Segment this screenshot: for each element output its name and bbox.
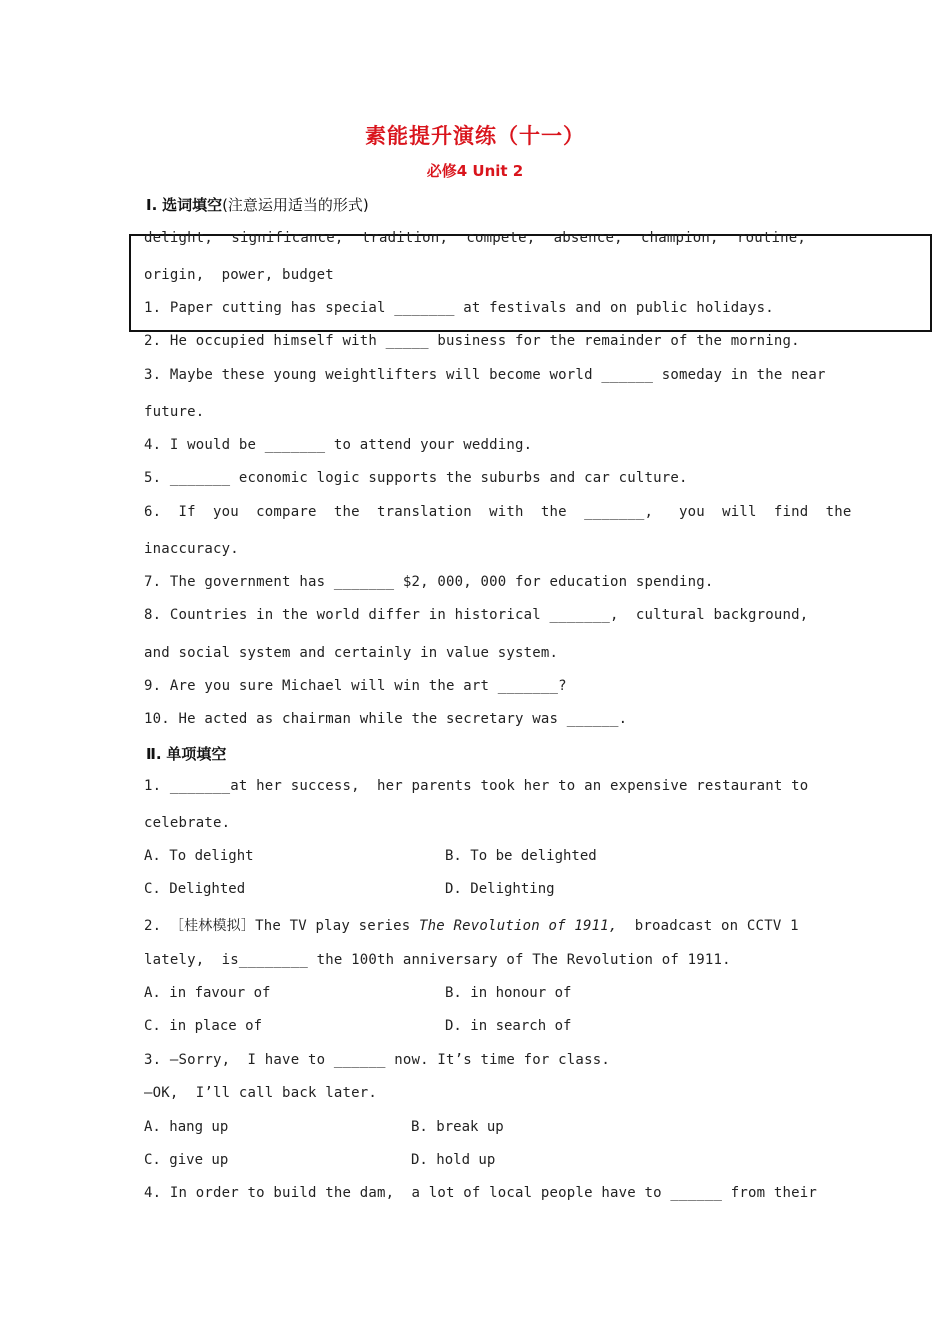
exercise-line: 5. _______ economic logic supports the suburbs and car culture. bbox=[144, 470, 688, 486]
word-bank-line2: origin, power, budget bbox=[144, 267, 334, 283]
exercise-line: 2. He occupied himself with _____ business for the remainder of the morning. bbox=[144, 333, 800, 349]
question-line: lately, is________ the 100th anniversary of The Revolution of 1911. bbox=[144, 952, 731, 968]
exercise-line: 1. Paper cutting has special _______ at festivals and on public holidays. bbox=[144, 300, 774, 316]
option: A. in favour of bbox=[144, 985, 271, 1001]
section1-numeral: Ⅰ. bbox=[146, 196, 158, 214]
question-line: 3. —Sorry, I have to ______ now. It’s time for class. bbox=[144, 1052, 610, 1068]
exercise-line: 3. Maybe these young weightlifters will become world ______ someday in the near bbox=[144, 367, 826, 383]
page-title: 素能提升演练（十一） bbox=[365, 124, 585, 148]
option: B. break up bbox=[411, 1119, 504, 1135]
word-bank-line1 bbox=[144, 230, 806, 246]
exercise-line: 4. I would be _______ to attend your wedding. bbox=[144, 437, 533, 453]
section2-heading-text: 单项填空 bbox=[166, 745, 227, 763]
word-bank-word: absence, bbox=[553, 230, 623, 246]
exercise-line: and social system and certainly in value system. bbox=[144, 645, 559, 661]
word-bank-word: tradition, bbox=[361, 230, 449, 246]
question-line: 4. In order to build the dam, a lot of local people have to ______ from their bbox=[144, 1185, 818, 1201]
section1-heading bbox=[146, 194, 369, 215]
option: C. give up bbox=[144, 1152, 229, 1168]
question-line: 1. _______at her success, her parents took her to an expensive restaurant to bbox=[144, 778, 809, 794]
option: B. To be delighted bbox=[445, 848, 597, 864]
option: C. in place of bbox=[144, 1018, 263, 1034]
exercise-line: 7. The government has _______ $2, 000, 000 for education spending. bbox=[144, 574, 714, 590]
exercise-line: future. bbox=[144, 404, 205, 420]
option: B. in honour of bbox=[445, 985, 572, 1001]
option: C. Delighted bbox=[144, 881, 246, 897]
exercise-line: 9. Are you sure Michael will win the art _______? bbox=[144, 678, 567, 694]
section2-heading bbox=[146, 743, 226, 764]
exercise-line: 6. If you compare the translation with the _______, you will find the bbox=[144, 504, 852, 520]
section2-numeral: Ⅱ. bbox=[146, 745, 162, 763]
word-bank-word: champion, bbox=[640, 230, 719, 246]
option: A. hang up bbox=[144, 1119, 229, 1135]
section1-note: (注意运用适当的形式) bbox=[222, 196, 369, 214]
word-bank-word: significance, bbox=[231, 230, 344, 246]
exercise-line: inaccuracy. bbox=[144, 541, 239, 557]
page-subtitle: 必修4 Unit 2 bbox=[426, 162, 524, 180]
word-bank-word: delight, bbox=[144, 230, 214, 246]
option: D. Delighting bbox=[445, 881, 555, 897]
question-text: broadcast on CCTV 1 bbox=[617, 918, 799, 934]
word-bank-word: routine, bbox=[736, 230, 806, 246]
option: D. hold up bbox=[411, 1152, 496, 1168]
word-bank-word: compete, bbox=[466, 230, 536, 246]
exercise-line: 8. Countries in the world differ in historical _______, cultural background, bbox=[144, 607, 809, 623]
question-line: —OK, I’ll call back later. bbox=[144, 1085, 377, 1101]
question-line: celebrate. bbox=[144, 815, 231, 831]
section1-heading-text: 选词填空 bbox=[162, 196, 223, 214]
option: D. in search of bbox=[445, 1018, 572, 1034]
option: A. To delight bbox=[144, 848, 254, 864]
question-text: 2. ［桂林模拟］The TV play series bbox=[144, 918, 420, 934]
italic-title: The Revolution of 1911, bbox=[419, 918, 618, 934]
question-line bbox=[144, 915, 799, 935]
exercise-line: 10. He acted as chairman while the secretary was ______. bbox=[144, 711, 628, 727]
highlight-box bbox=[129, 234, 932, 332]
